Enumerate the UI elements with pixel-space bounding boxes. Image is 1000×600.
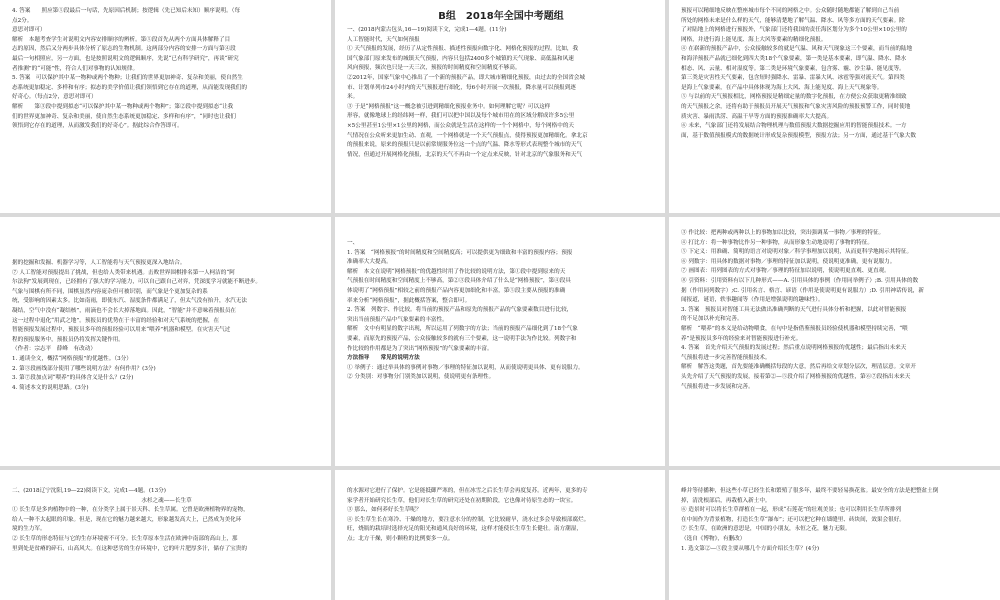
document-page-8 [335, 470, 665, 600]
text-line: 情况，但通过开展网格化预报，北京的天气不再由一个定点来反映，针对北京的气象服务和天气 [347, 151, 582, 158]
document-page-4 [0, 217, 331, 466]
text-line: 4. 简述本文的说明思路。(3分) [12, 384, 89, 391]
text-line: 者推测”的“可能”性，符合人们对事物的认知规律。 [12, 65, 139, 72]
text-line: ⑥ 列数字：用具体的数据对事物／事理的特征加以说明，使说明更准确，更有说服力。 [681, 258, 896, 265]
text-line: 解析 “喂养”的本义是给动物喂食，在句中是指借鉴预报员经验使机器和模型持续完善，“喂 [681, 325, 908, 332]
text-line: 头先介绍了天气预报的发展，接着第②—⑤段介绍了网格预报的优越性，第⑥⑦段指出未来天 [681, 373, 911, 380]
text-line: 一、(2018内蒙古包头,16—19)阅读下文，完成1—4题。(11分) [347, 27, 507, 33]
text-line: 态系统更加稳定、多样和有序；拟态的美学价值让我们领悟到它存在的道理，从而能发现我们的 [12, 84, 247, 91]
text-line: 在中间作为背景植物，打造长生草“瀑布”；还可以把它种在墙缝里、砖块间，效果会很好。 [681, 516, 905, 523]
text-line: 一、 [347, 240, 359, 246]
text-line: ⑥ 造景时可以将长生草群植在一起，形成“石莲花”的壮观美景；也可以利用长生草所排列 [681, 507, 902, 514]
text-line: ⑧ 引资料：引用资料有以下几种形式——A. 引用具体的事例（作用同举例子）;B. 引用具体的数 [681, 277, 919, 284]
text-line: 所处的网格未来是什么样的天气，能够清楚地了解气温、降水、风等多方面的天气要素。除 [681, 17, 905, 24]
text-line: 4. 答案 照应第⑤段最后一句话，先原因后机制；按逻辑（先已知后未知）顺序说明。（每 [12, 8, 241, 14]
text-line: 网格，并进行海上能见度、海上大风等要素的精细化预报。 [681, 36, 827, 43]
text-line: 2. 第③段画线部分使用了哪些说明方法？有何作用？(3分) [12, 365, 156, 372]
text-line: 气情况在公众听来更加生动、直观，一个网格就是一个天气预报点，使得预报更加精细化。拿北京 [347, 132, 588, 139]
text-line: 养”是预报员多年的经验来对智能预报进行补充。 [681, 335, 802, 342]
text-line: 点；北方干燥，则小颗粒的比例要多一点。 [347, 535, 454, 542]
text-line: 1. 通读全文，概括“网格预报”的优越性。（3分） [12, 355, 132, 362]
section-title: B组 2018年全国中考题组 [438, 11, 564, 22]
text-line: ② 长生草的形态特征与它的生存环境密不可分。长生草原本生活在欧洲中南部的高山上，那 [12, 535, 238, 542]
text-line: 体说明了“网格预报”相较之前的预报产品内容更加细化和丰富，第⑤段主要从预报的准确 [347, 287, 566, 294]
text-line: 米。 [347, 94, 359, 101]
text-line: 了对陆地上的网格进行预报外，气象部门还将我国的责任海区划分为多个10公里×10公里的 [681, 27, 907, 34]
text-line: ×5公里甚至1公里×1公里的网格，而公众就是生活在这样的一个个网格中，每个网格中的天 [347, 122, 575, 129]
text-line: 统，受影响的因素太多。比如南雨，即使东汽、湿度条件都满足了，但太气没有抬升，水汽无法 [12, 298, 247, 305]
text-line: 的预报来说，原来的预报只是以前常规服务位这一个点的气温、降水等形式表现整个城市的天气 [347, 142, 582, 149]
text-line: 点2分。 [12, 17, 33, 24]
text-line: ②2012年，国家气象中心推出了一个新的预报产品，即大城市精细化预报，由过去的全国省会城 [347, 74, 585, 81]
text-line: 解析 本题考查学生对说明文内容安排顺序的辨析。第⑤段首先从两个方面具体解释了目 [12, 36, 231, 43]
text-line: 程的预报服务中，预报员仍将发挥关键作用。 [12, 336, 124, 343]
document-page-9 [669, 470, 1000, 600]
text-line: 1. 答案 “网格预报”的时间精度和空间精度高；可以提供更为细致和丰富的预报内容；预报 [347, 249, 573, 256]
text-line: 第三类是灾害性天气要素，包含短时强降水、雷暴、雷暴大风、冰雹等强对流天气。第四类 [681, 75, 905, 82]
text-line: ③ 那么，如何养好长生草呢？ [347, 507, 422, 514]
text-line: 解析 本文在说明“网格预报”的优越性时用了作比较的说明方法，第①段中提到原来的天 [347, 268, 566, 275]
text-line: 和海洋预报产品就已细化到四大类18个气象要素，第一类是基本要素，即气温、降水、降水 [681, 55, 907, 62]
text-line: 风向预报，频次也只是一天三次，预报的时间精度和空间精度不够高。 [347, 65, 521, 72]
document-page-1 [0, 0, 331, 213]
text-line: 据的挖掘和发掘、机器学习等，人工智能将与天气预报更深入地结合。 [12, 260, 186, 266]
text-line: ① 长生草是多肉植物中的一种，在分类学上属于景天科、长生草属。它曾是欧洲植物界的宠物， [12, 507, 249, 514]
text-line: 解析 文中有明显的数字出现，所以运用了列数字的方法；当前的预报产品细化到了18个气象 [347, 326, 578, 333]
text-line: 4. 答案 首先介绍天气预报的发展过程；然后重点说明网格预报的优越性；最后指出未来天 [681, 345, 907, 352]
text-line: ④ 长生草生长在寒冷、干燥的地方，要注意水分的控制，它比较耐旱，浇水过多会导致根部腐烂。 [347, 516, 590, 523]
text-line: 解析 第③段中提到拟态“可以保护其中某一物种或两个物种”；第②段中提到拟态“让我 [12, 103, 234, 110]
text-line: ② 分类别：对事物分门别类加以说明，使说明更有条理性。 [347, 374, 495, 381]
document-page-3 [669, 0, 1000, 213]
text-line: 人工智能时代，天气如何预报 [347, 36, 420, 43]
text-line: 要素，而原先的预报产品，公众接触较多的就有三个要素，这一说明手法为作比较。列数字和 [347, 335, 577, 342]
text-line: 这一过程中退化“用武之地”。预报员的优势在于丰富的经验和对天气系统的把握，在 [12, 317, 220, 324]
text-line: （选自《博物》，有删改） [681, 535, 746, 542]
text-line: 面，基于数值预报模式的数据统计形成复杂预报模型，预报方法；另一方面，通过基于气象大数 [681, 132, 916, 139]
text-line: 好奇心。（每点2分，意思对即可） [12, 94, 97, 101]
text-line: ⑦ 画图表：用列图表的方式对事物／事理的特征加以说明，使说明更直观、更直观。 [681, 268, 890, 275]
text-line: 3. 第⑦段加点词“喂养”的具体含义是什么？(2分) [12, 375, 134, 382]
text-line: 气预报将进一步发展和完善。 [681, 383, 754, 390]
text-line: ③ 于是“网格预报”这一概念被引进到精细化预报业务中。如何理解它呢？可以这样 [347, 103, 551, 110]
text-line: 境的生力军。 [12, 526, 46, 533]
text-line: 预报可以精细地反映在整座城市每个不同的网格之中。公众随时随地都能了解到自己当前 [681, 8, 900, 14]
text-line: ④ 打比方：将一种事物比作另一种事物，从而形象生动地说明了事物的特征。 [681, 239, 873, 246]
text-line: 峰并等待播种，但这些小草已经生长和繁殖了很多年，最终不要轻易换花盆。最安全的方法是把整盆土倒 [681, 488, 939, 494]
text-line: 最后一句相照应，另一方面，也是按照说明文的逻辑顺序，先说“已有科学研究”，再谈“研究 [12, 55, 239, 62]
text-line: ⑥ 未来，气象部门还将发展结合物理机理与数值预报大数据挖掘应用的智能预报技术。一方 [681, 123, 907, 130]
text-line: （作者：宗志平 薛峰 有改动） [12, 346, 96, 353]
text-line: 1. 选文第②—⑤段主要从哪几个方面介绍长生草？(4分) [681, 545, 820, 552]
text-line: ⑤ 与以前的天气预报相比，网格预报是精细定量的数字化预报，在方便公众获取更精准细致 [681, 94, 907, 101]
text-line: 气预报将进一步完善智能预报技术。 [681, 354, 771, 361]
text-line: 方法指导 常见的说明方法 [347, 355, 420, 362]
text-line: 作比较的作用都是为了突出“网格预报”的气象要素的丰富。 [347, 345, 493, 352]
text-line: 形容，就像地球上的经纬网一样，我们可以把中国以及每个城市用在的区域分解成许多5公里 [347, 113, 575, 120]
text-line: 准确率大大提高。 [347, 259, 392, 266]
text-line: 领悟到它存在的道理，从而激发我们的好奇心”。据此综合作答即可。 [12, 123, 183, 130]
document-page-6 [669, 217, 1000, 466]
text-line: 给人一种不太起眼的印象。但是，现在它的魅力越来越大，形象越发高大上，已然成为美化环 [12, 516, 242, 523]
text-line: 们的世界更加神奇、复杂和美丽，使自然生态系统更加稳定、多样和有序”，“同时也让我们 [12, 113, 236, 120]
document-page-2 [335, 0, 665, 213]
text-line: 闻报道，谜语，轶事趣闻等（作用是增强说明的趣味性）。 [681, 297, 824, 304]
text-line: 国气象部门原来发布的城镇天气预报，内容只包括2400多个城镇的天气现象、高低温和风速 [347, 55, 574, 62]
text-line: 5. 答案 可以保护其中某一物种或两个物种；让我们的世界更加神奇、复杂和美丽，使自然生 [12, 75, 243, 82]
text-line: 尔法狗”发展到现在，已经拥有了强大的学习能力，可以自己跟自己对弈，凭深度学习就能不断进步。 [12, 279, 261, 286]
text-line: 2. 答案 列数字、作比较。将当前的预报产品和原先的预报产品的气象要素数目进行比较， [347, 307, 573, 314]
text-line: ⑤ 下定义：用准确、简明的语言对说明对象／科学事理加以说明，从而更科学地揭示其特征。 [681, 249, 913, 256]
document-page-5 [335, 217, 665, 466]
text-line: ⑦ 人工智能对预报提出了挑战，但也给人类带来机遇。击败世界围棋排名第一人柯洁的“阿 [12, 269, 235, 276]
text-line: 旺，烧瓶的栽培时选择充足的阳光和通风良好的环境，这样才能使长生草生长健壮。南方潮湿， [347, 526, 582, 533]
text-line: 据（作用同列数字）;C. 引用名言、格言、谚语（作用是使说明更有说服力）;D. 引用神话传说，新 [681, 287, 924, 294]
text-line: 志的原因，然后又分两步具体分析了原志的生物机制。这两部分内容的安排一方面与第④段 [12, 46, 236, 53]
text-line: 3. 答案 预报员对智能工具无法做出准确判断的天气进行具体分析和把握，以此对智能预报 [681, 306, 907, 313]
text-line: 的水源对它进行了保护。它是能抵御严寒的，但在冰雪之后长生草会再度复苏。近两年，更多的专 [347, 488, 588, 494]
text-line: ⑦ 长生草，在欧洲的意思是，中国的小朋友，永恒之花，魅力无限。 [681, 526, 851, 533]
text-line: 的不足加以补充和完善。 [681, 316, 743, 323]
text-line: ④ 在崭新的预报产品中，公众接触较多的就是气温、风和天气现象这三个要素，而当前的陆地 [681, 46, 913, 53]
text-line: 水杉之魂——长生草 [141, 497, 192, 504]
text-line: 气预报在时间精度和空间精度上不够高，第②③段具体介绍了什么是“网格预报”，第④段具 [347, 278, 571, 285]
text-line: 家学者开始研究长生草，他们对长生草的研究还处在初期阶段，它也像对待原生态的一块宝。 [347, 497, 577, 504]
text-line: 突出当前预报产品中气象要素的丰富性。 [347, 316, 448, 323]
text-line: 是海上气象要素，在产品中具体体现为海上大风、海上能见度、海上天气现象等。 [681, 84, 883, 91]
text-line: 率来分析“网格预报”，据此概括答案，整合即可。 [347, 297, 471, 304]
text-line: ① 天气预报的发展，经历了从定性预报、描述性预报向数字化、网格化预报的过程。比如，我 [347, 46, 579, 53]
text-line: 掉，清洗根部后，再栽植入新土中。 [681, 497, 771, 504]
text-line: 意思对即可） [12, 27, 46, 34]
document-page-7 [0, 470, 331, 600]
text-line: 气象与围棋有所不同，围棋虽然内容庞杂但可被识别，而气象是个更加复杂的系 [12, 288, 208, 295]
text-line: 质灾害、暴雨洪涝、高温干旱等方面的预报准确率大大提高。 [681, 113, 833, 120]
text-line: 市、计划单列市24小时内的天气预报进行细化，每6小时开展一次预报，降水量可以预报到逐 [347, 84, 576, 91]
text-line: 二、(2018辽宁沈阳,19—22)阅读下文，完成1—4题。(13分) [12, 488, 166, 494]
text-line: 里到处是贫瘠的碎石，山高风大。在这种恶劣的生存环境中，它的叶片肥厚多汁，储存了宝贵的 [12, 545, 247, 552]
text-line: 相态、风、云量、相对湿度等。第二类是环境气象要素，包含雾、霾、沙尘暴、能见度等。 [681, 65, 905, 72]
text-line: 凝结，空气中没有“凝结核”，雨滴也不会长大掉落地面。因此，“智能”并不意味着预报员在 [12, 307, 237, 314]
text-line: 的天气预报之余，还将有助于预报员开展天气预报和气象灾害风险的预报预警工作，同时使地 [681, 103, 911, 110]
text-line: ③ 作比较：把两种或两种以上的事物加以比较，突出强调某一事物／事理的特征。 [681, 230, 885, 236]
text-line: 智能预报发展过程中，预报员多年的预报经验可以用来“喂养”机器和模型。在灾害天气过 [12, 327, 231, 334]
text-line: ① 举例子：通过举具体的事例对事物／事理的特征加以说明，从而使说明更具体、更有说服力。 [347, 364, 584, 371]
text-line: 解析 解答这类题，首先要能准确概括每段的大意，然后再给文章划分层次，理清层意。文章开 [681, 364, 916, 371]
